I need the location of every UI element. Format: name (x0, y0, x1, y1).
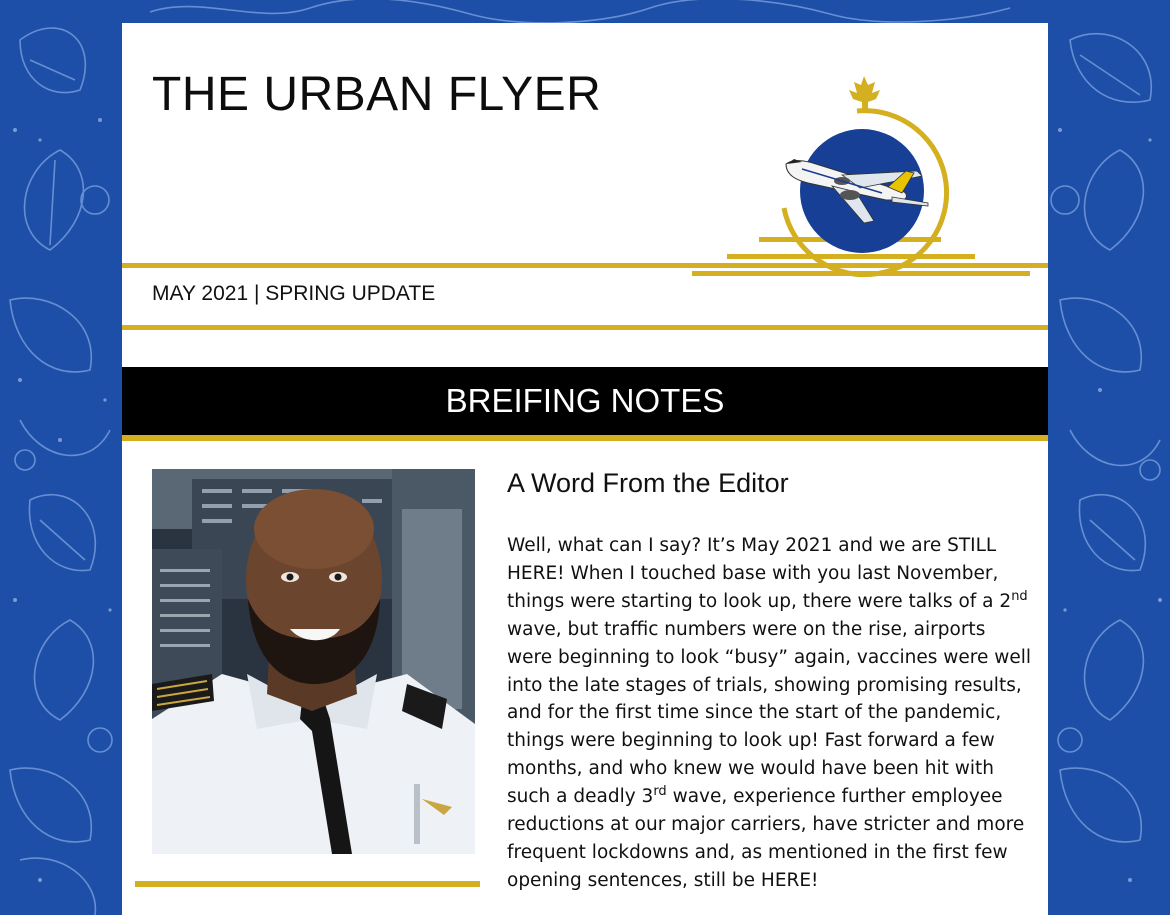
divider-line (122, 325, 1048, 330)
section-banner: BREIFING NOTES (122, 367, 1048, 435)
article-text-segment: Well, what can I say? It’s May 2021 and we are STILL HERE! When I touched base with you last November, things were starting to look up, there were talks of a (507, 535, 1000, 612)
newsletter-title: THE URBAN FLYER (152, 68, 602, 121)
ordinal-superscript: rd (653, 784, 667, 799)
ordinal-superscript: nd (1011, 588, 1028, 604)
article-text-segment: wave, but traffic numbers were on the rise, airports were beginning to look “busy” again, vaccines were well into the late stages of trials, showing promising results, and for the first time since the start of the pandemic, things were beginning to look up! Fast forward a few months, and who knew we would have been hit with such a deadly 3 (507, 618, 1032, 808)
article-body-text (507, 532, 1032, 895)
article-text-segment: wave, experience further employee reductions at our major carriers, have stricter and more frequent lockdowns and, as mentioned in the first few opening sentences, still be HERE! (507, 786, 1025, 891)
article-heading: A Word From the Editor (507, 468, 789, 498)
pilot-portrait-photo (152, 469, 475, 854)
maple-leaf-airplane-logo-icon (692, 53, 1032, 283)
banner-gold-rule (122, 435, 1048, 441)
photo-gold-rule (135, 881, 480, 887)
article-text-segment: 2 (999, 590, 1012, 612)
issue-date-label: MAY 2021 | SPRING UPDATE (152, 282, 436, 305)
divider-line (122, 263, 1048, 268)
newsletter-page (122, 23, 1048, 915)
